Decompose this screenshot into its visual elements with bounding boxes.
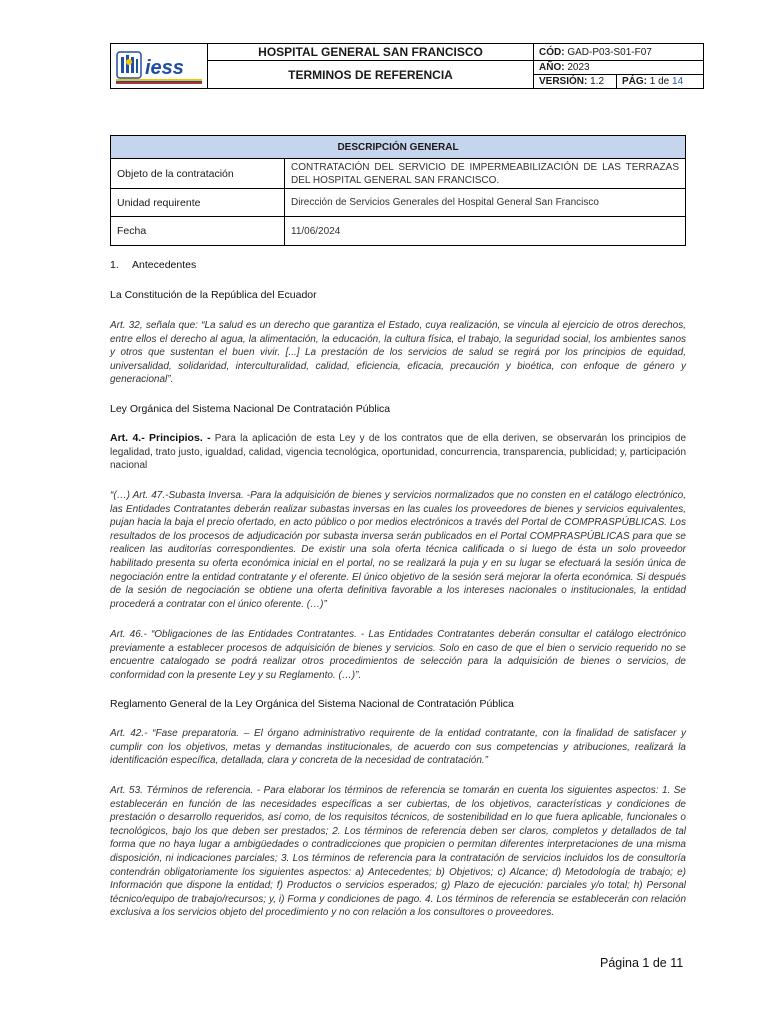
row-label: Objeto de la contratación xyxy=(111,159,285,188)
art47-paragraph: “(…) Art. 47.-Subasta Inversa. -Para la adquisición de bienes y servicios normalizados que no consten en el catálogo electrónico, las Entidades Contratantes deberán realizar subastas inversas en las cuales los proveedores de bienes y servicios equivalentes, pujan hacia la baja el precio ofertado, en acto público o por medios electrónicos a través del Portal de COMPRASPÚBLICAS. Los resultados de los procesos de adjudicación por subasta inversa serán publicados en el Portal COMPRASPÚBLICAS para que se realicen las auditorías correspondientes. De existir una sola oferta técnica calificada o si luego de ésta un solo proveedor habilitado presenta su oferta económica inicial en el portal, no se realizará la puja y en su lugar se efectuará la sesión única de negociación entre la entidad contratante y el oferente. El único objetivo de la sesión será mejorar la oferta económica. Si después de la sesión de negociación se obtiene una oferta definitiva favorable a los intereses nacionales o institucionales, la entidad procederá a contratar con el único oferente. (…)” xyxy=(110,490,686,610)
hospital-name: HOSPITAL GENERAL SAN FRANCISCO xyxy=(208,44,533,61)
section-heading: 1. Antecedentes xyxy=(110,259,197,271)
art42-paragraph: Art. 42.- “Fase preparatoria. – El órgano administrativo requirente de la entidad contratante, con la finalidad de satisfacer y cumplir con los objetivos, metas y demandas institucionales, de acuerdo con sus competencias y atribuciones, realizará la identificación específica, detallada, clara y concreta de la necesidad de contratación.” xyxy=(110,728,686,767)
row-label: Unidad requirente xyxy=(111,189,285,216)
table-row xyxy=(111,189,685,217)
row-value: CONTRATACIÓN DEL SERVICIO DE IMPERMEABILIZACIÓN DE LAS TERRAZAS DEL HOSPITAL GENERAL SAN FRANCISCO. xyxy=(291,161,679,186)
row-value: Dirección de Servicios Generales del Hospital General San Francisco xyxy=(291,197,599,208)
version-field: VERSIÓN: 1.2 xyxy=(534,75,617,88)
document-type: TERMINOS DE REFERENCIA xyxy=(288,67,453,82)
table-row xyxy=(111,217,685,245)
losncp-heading: Ley Orgánica del Sistema Nacional De Contratación Pública xyxy=(110,403,391,415)
table-row xyxy=(111,159,685,189)
row-label: Fecha xyxy=(111,217,285,245)
art4-paragraph: Art. 4.- Principios. - Para la aplicación de esta Ley y de los contratos que de ella deriven, se observarán los principios de legalidad, trato justo, igualdad, calidad, vigencia tecnológica, oportunidad, concurrencia, transparencia, publicidad; y, participación nacional xyxy=(110,432,687,472)
reglamento-heading: Reglamento General de la Ley Orgánica del Sistema Nacional de Contratación Pública xyxy=(110,698,514,710)
page-field: PÁG: 1 de 14 xyxy=(622,76,684,87)
art53-paragraph: Art. 53. Términos de referencia. - Para elaborar los términos de referencia se tomarán en cuenta los siguientes aspectos: 1. Se establecerán en función de las necesidades específicas a ser cubiertas, de los objetivos, características y condiciones de prestación o desarrollo requeridos, así como, de los requisitos técnicos, de sostenibilidad en lo que fuera aplicable, funcionales o tecnológicos, bajo los que deben ser prestados; 2. Los términos de referencia deben ser claros, completos y detallados de tal forma que no haya lugar a ambigüedades o contradicciones que propicien o permitan diferentes interpretaciones de una misma disposición, ni indicaciones parciales; 3. Los términos de referencia para la contratación de servicios incluidos los de consultoría contendrán obligatoriamente los siguientes aspectos: a) Antecedentes; b) Objetivos; c) Alcance; d) Metodología de trabajo; e) Información que dispone la entidad; f) Productos o servicios esperados; g) Plazo de ejecución: parciales y/o total; h) Personal técnico/equipo de trabajo/recursos; y, i) Forma y condiciones de pago. 4. Los términos de referencia se establecerán con relación exclusiva a los servicios objeto del procedimiento y no con relación a los consultores o proveedores. xyxy=(110,785,686,919)
iess-logo-icon xyxy=(115,46,203,86)
iess-logo xyxy=(111,44,208,88)
row-value: 11/06/2024 xyxy=(291,225,341,237)
general-description-table xyxy=(110,135,686,246)
document-header xyxy=(110,43,704,89)
anio-field: AÑO: 2023 xyxy=(534,61,703,75)
page-footer: Página 1 de 11 xyxy=(600,956,684,970)
art46-paragraph: Art. 46.- “Obligaciones de las Entidades Contratantes. - Las Entidades Contratantes deberán consultar el catálogo electrónico previamente a establecer procesos de adquisición de bienes y servicios. Solo en caso de que el bien o servicio requerido no se encuentre catalogado se podrá realizar otros procedimientos de selección para la adquisición de bienes o servicios, de conformidad con la presente Ley y su Reglamento. (…)”. xyxy=(110,629,686,681)
svg-text:iess: iess xyxy=(145,57,184,79)
cod-field: CÓD: GAD-P03-S01-F07 xyxy=(534,44,703,61)
table-title: DESCRIPCIÓN GENERAL xyxy=(111,136,685,159)
art32-paragraph: Art. 32, señala que: “La salud es un derecho que garantiza el Estado, cuya realización, se vincula al ejercicio de otros derechos, entre ellos el derecho al agua, la alimentación, la educación, la cultura física, el trabajo, la seguridad social, los ambientes sanos y otros que sustentan el buen vivir. [...] La prestación de los servicios de salud se regirá por los principios de equidad, universalidad, solidaridad, interculturalidad, calidad, eficiencia, eficacia, precaución y bioética, con enfoque de género y generacional”. xyxy=(110,320,686,386)
constitucion-heading: La Constitución de la República del Ecuador xyxy=(110,289,317,301)
